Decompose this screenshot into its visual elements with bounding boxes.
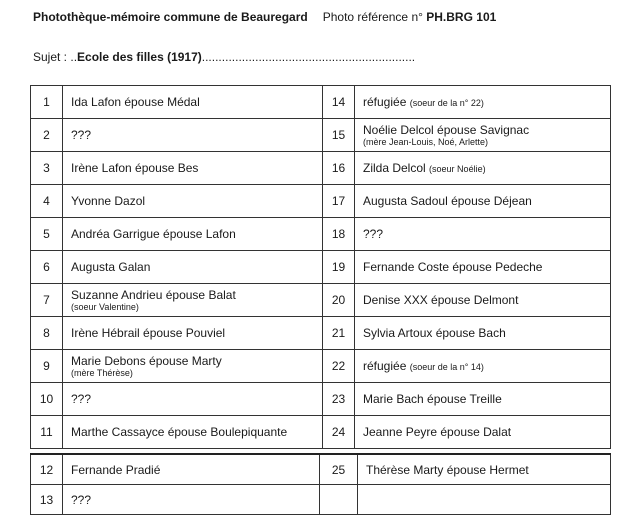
table-row: [31, 86, 611, 119]
left-name-note: (soeur Valentine): [71, 301, 139, 312]
left-name: ???: [71, 128, 92, 142]
subject-line: [33, 50, 415, 64]
table-row: [31, 284, 611, 317]
left-number-cell: 2: [31, 119, 63, 152]
left-name: Ida Lafon épouse Médal: [71, 95, 200, 109]
left-name-cell: Fernande Pradié: [63, 454, 320, 485]
right-name: Zilda Delcol: [363, 160, 426, 175]
right-name-note: (soeur Noélie): [429, 163, 486, 174]
names-table: [30, 85, 611, 449]
extra-table-body: [31, 454, 611, 515]
subject-value: Ecole des filles (1917): [77, 50, 202, 64]
right-number-cell: 22: [323, 350, 355, 383]
right-name-cell: [355, 119, 611, 152]
right-name-cell: [358, 485, 611, 515]
right-name: Sylvia Artoux épouse Bach: [363, 326, 506, 340]
left-name-cell: [63, 416, 323, 449]
right-name: Jeanne Peyre épouse Dalat: [363, 425, 512, 439]
right-name-cell: [355, 416, 611, 449]
left-name: Irène Lafon épouse Bes: [71, 161, 199, 175]
left-name-cell: [63, 317, 323, 350]
left-number-cell: 4: [31, 185, 63, 218]
right-number-cell: 24: [323, 416, 355, 449]
right-number-cell: 14: [323, 86, 355, 119]
document-header: [33, 10, 496, 24]
table-row: [31, 383, 611, 416]
right-name-cell: [355, 383, 611, 416]
subject-label: Sujet : ..: [33, 50, 78, 64]
right-name-cell: Thérèse Marty épouse Hermet: [358, 454, 611, 485]
right-number-cell: 16: [323, 152, 355, 185]
subject-dots: ................................................................: [201, 50, 416, 64]
left-name: Andréa Garrigue épouse Lafon: [71, 227, 236, 241]
names-table-body: [31, 86, 611, 449]
right-name: Augusta Sadoul épouse Déjean: [363, 194, 532, 208]
right-number-cell: 15: [323, 119, 355, 152]
right-number-cell: 19: [323, 251, 355, 284]
right-number-cell: 25: [320, 454, 358, 485]
left-number-cell: 6: [31, 251, 63, 284]
left-name-cell: [63, 119, 323, 152]
table-row: [31, 251, 611, 284]
right-name: ???: [363, 227, 384, 241]
left-name: Irène Hébrail épouse Pouviel: [71, 326, 226, 340]
right-name: réfugiée: [363, 358, 407, 373]
table-row: [31, 218, 611, 251]
right-number-cell: [320, 485, 358, 515]
left-name: Suzanne Andrieu épouse Balat: [71, 287, 236, 302]
right-name-cell: [355, 86, 611, 119]
left-number-cell: 5: [31, 218, 63, 251]
left-name-cell: [63, 251, 323, 284]
table-row: [31, 119, 611, 152]
left-number-cell: 13: [31, 485, 63, 515]
left-name-cell: [63, 185, 323, 218]
right-name-cell: [355, 350, 611, 383]
table-row: [31, 485, 611, 515]
right-name-note: (soeur de la n° 14): [409, 361, 484, 372]
right-name-cell: [355, 218, 611, 251]
right-name: Denise XXX épouse Delmont: [363, 293, 519, 307]
right-name-cell: [355, 251, 611, 284]
table-row: [31, 317, 611, 350]
table-row: [31, 416, 611, 449]
left-name: Yvonne Dazol: [71, 194, 146, 208]
left-name: ???: [71, 392, 92, 406]
left-number-cell: 1: [31, 86, 63, 119]
left-name-cell: [63, 218, 323, 251]
right-name-note: (soeur de la n° 22): [409, 97, 484, 108]
left-number-cell: 10: [31, 383, 63, 416]
right-number-cell: 17: [323, 185, 355, 218]
right-name-cell: [355, 284, 611, 317]
left-name-cell: [63, 86, 323, 119]
left-name-cell: [63, 383, 323, 416]
right-number-cell: 18: [323, 218, 355, 251]
left-name-cell: [63, 152, 323, 185]
left-name-cell: [63, 350, 323, 383]
photo-reference-code: PH.BRG 101: [426, 10, 497, 24]
right-name-note: (mère Jean-Louis, Noé, Arlette): [363, 136, 489, 147]
left-number-cell: 3: [31, 152, 63, 185]
left-number-cell: 9: [31, 350, 63, 383]
right-name: Marie Bach épouse Treille: [363, 392, 502, 406]
table-row: [31, 152, 611, 185]
organization-name: Photothèque-mémoire commune de Beauregard: [33, 10, 308, 24]
right-name-cell: [355, 317, 611, 350]
right-number-cell: 23: [323, 383, 355, 416]
right-name: réfugiée: [363, 94, 407, 109]
left-name-note: (mère Thérèse): [71, 367, 133, 378]
table-row: [31, 185, 611, 218]
extra-names-table: [30, 453, 611, 515]
left-number-cell: 12: [31, 454, 63, 485]
right-name: Noélie Delcol épouse Savignac: [363, 122, 530, 137]
photo-reference-label: Photo référence n°: [322, 10, 423, 24]
left-number-cell: 11: [31, 416, 63, 449]
left-name: Marie Debons épouse Marty: [71, 353, 222, 368]
left-name-cell: [63, 284, 323, 317]
left-name: Augusta Galan: [71, 260, 151, 274]
left-number-cell: 7: [31, 284, 63, 317]
right-name: Fernande Coste épouse Pedeche: [363, 260, 543, 274]
left-name-cell: ???: [63, 485, 320, 515]
left-name: Marthe Cassayce épouse Boulepiquante: [71, 425, 288, 439]
table-row: [31, 454, 611, 485]
table-row: [31, 350, 611, 383]
right-name-cell: [355, 185, 611, 218]
left-number-cell: 8: [31, 317, 63, 350]
right-name-cell: [355, 152, 611, 185]
right-number-cell: 21: [323, 317, 355, 350]
right-number-cell: 20: [323, 284, 355, 317]
